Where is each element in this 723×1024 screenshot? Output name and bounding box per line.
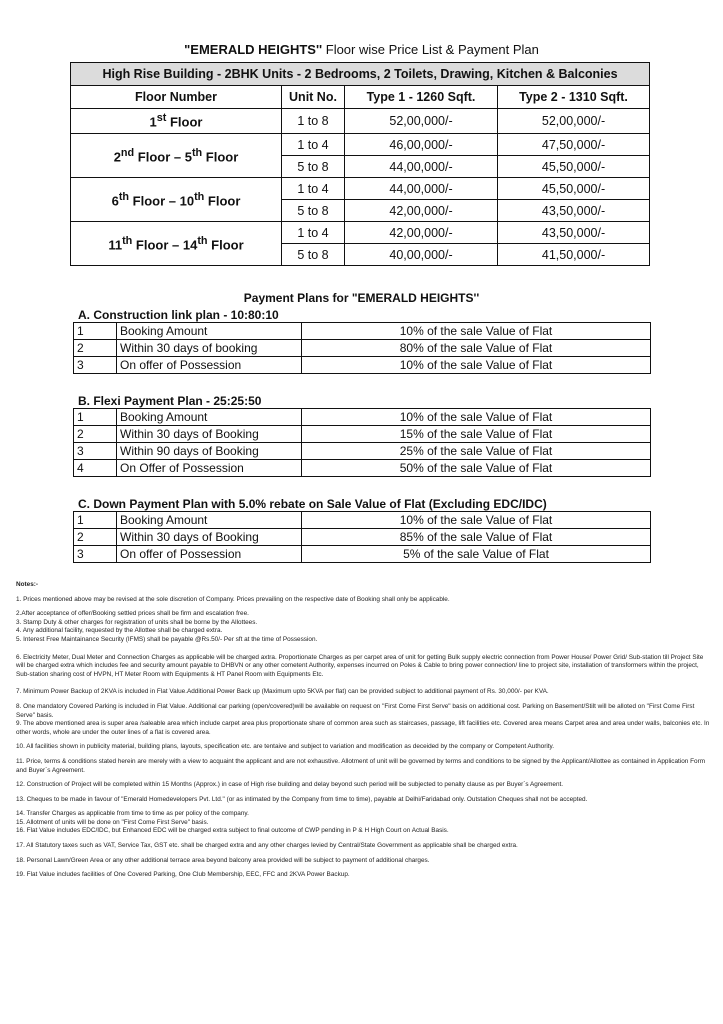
- plan-a-table: [73, 322, 651, 374]
- note-item: 8. One mandatory Covered Parking is included in Flat Value. Additional car parking (open/covered)will be available on request on "First Come First Serve" basis on additional cost. Parking on Basement/Stilt will be alloted on "First Come First Serve" basis.: [16, 702, 695, 719]
- price-table: [70, 62, 650, 266]
- note-item: 6. Electricity Meter, Dual Meter and Connection Charges as applicable will be charged axtra. Proportionate Charges as per carpet area of unit for getting Bulk supply electric connection from Power House/ Power Grid/ Sub-station till Project Site will be charged extra which includes fee and security amount payable to DHBVN or any other cometent Authority, expenses incurred on Poles & Cable to bring power connection/ line to project site, installation of transformers within the project, Sub-station sharing cost of HVPN, HT Meter Room with Equipments & HT Panel Room with Equipments Etc.: [16, 653, 704, 678]
- step-number: 3: [74, 357, 117, 374]
- type2-price: 45,50,000/-: [498, 178, 650, 200]
- step-number: 1: [74, 512, 117, 529]
- plan-b-heading: B. Flexi Payment Plan - 25:25:50: [78, 394, 262, 408]
- table-row: [74, 409, 651, 426]
- note-item: 14. Transfer Charges as applicable from time to time as per policy of the company.: [16, 810, 249, 818]
- table-row: [71, 178, 650, 200]
- step-amount: 10% of the sale Value of Flat: [302, 512, 651, 529]
- table-row: [74, 460, 651, 477]
- type1-price: 42,00,000/-: [345, 222, 498, 244]
- type1-price: 40,00,000/-: [345, 244, 498, 266]
- type2-price: 52,00,000/-: [498, 109, 650, 134]
- notes-heading: Notes:-: [16, 581, 39, 588]
- step-amount: 85% of the sale Value of Flat: [302, 529, 651, 546]
- floor-label: 6th Floor – 10th Floor: [71, 178, 282, 222]
- type2-price: 43,50,000/-: [498, 222, 650, 244]
- note-item: 3. Stamp Duty & other charges for registration of units shall be borne by the Allottees.: [16, 618, 258, 626]
- step-description: On offer of Possession: [117, 357, 302, 374]
- step-number: 2: [74, 529, 117, 546]
- step-number: 3: [74, 546, 117, 563]
- table-row: [74, 426, 651, 443]
- unit-range: 5 to 8: [282, 156, 345, 178]
- step-number: 1: [74, 409, 117, 426]
- header-type1: Type 1 - 1260 Sqft.: [345, 86, 498, 109]
- plan-a-heading: A. Construction link plan - 10:80:10: [78, 308, 279, 322]
- price-table-caption: High Rise Building - 2BHK Units - 2 Bedrooms, 2 Toilets, Drawing, Kitchen & Balconies: [71, 63, 650, 86]
- step-description: Within 30 days of Booking: [117, 529, 302, 546]
- type1-price: 46,00,000/-: [345, 134, 498, 156]
- step-amount: 80% of the sale Value of Flat: [302, 340, 651, 357]
- note-item: 9. The above mentioned area is super area /saleable area which include carpet area plus proportionate share of common area such as staircases, passage, lift facilities etc. Covered area means Carpet area and area under walls, balconies etc. In other words, whole are under the outer lines of a flat is covered area.: [16, 720, 710, 736]
- step-amount: 5% of the sale Value of Flat: [302, 546, 651, 563]
- type1-price: 42,00,000/-: [345, 200, 498, 222]
- plan-b-table: [73, 408, 651, 477]
- type1-price: 44,00,000/-: [345, 156, 498, 178]
- step-number: 2: [74, 340, 117, 357]
- table-row: [74, 512, 651, 529]
- step-description: Booking Amount: [117, 409, 302, 426]
- note-item: 2.After acceptance of offer/Booking settled prices shall be firm and escalation free.: [16, 610, 249, 618]
- step-amount: 10% of the sale Value of Flat: [302, 323, 651, 340]
- type2-price: 41,50,000/-: [498, 244, 650, 266]
- step-description: Within 30 days of booking: [117, 340, 302, 357]
- unit-range: 5 to 8: [282, 244, 345, 266]
- note-item: 19. Flat Value includes facilities of One Covered Parking, One Club Membership, EEC, FFC and 2KVA Power Backup.: [16, 871, 350, 879]
- note-item: 5. Interest Free Maintainance Security (IFMS) shall be payable @Rs.50/- Per sft at the time of Possession.: [16, 635, 318, 643]
- table-row: [74, 443, 651, 460]
- floor-label: 2nd Floor – 5th Floor: [71, 134, 282, 178]
- floor-label: 1st Floor: [71, 109, 282, 134]
- header-unit: Unit No.: [282, 86, 345, 109]
- note-item: 12. Construction of Project will be completed within 15 Months (Approx.) in case of High rise building and delay beyond such period will be subjected to penalty clause as per Buyer`s Agreement.: [16, 781, 564, 789]
- plan-c-table: [73, 511, 651, 563]
- step-number: 1: [74, 323, 117, 340]
- step-description: Booking Amount: [117, 323, 302, 340]
- note-item: 7. Minimum Power Backup of 2KVA is included in Flat Value.Additional Power Back up (Maximum upto 5KVA per flat) can be provided subject to additional payment of Rs. 30,000/- per KVA.: [16, 688, 549, 696]
- table-row: [74, 323, 651, 340]
- table-row: [74, 357, 651, 374]
- step-amount: 10% of the sale Value of Flat: [302, 409, 651, 426]
- unit-range: 1 to 4: [282, 134, 345, 156]
- table-row: [74, 546, 651, 563]
- step-description: Within 90 days of Booking: [117, 443, 302, 460]
- page-title: "EMERALD HEIGHTS'' Floor wise Price List & Payment Plan: [184, 42, 539, 57]
- step-description: Within 30 days of Booking: [117, 426, 302, 443]
- note-item: 17. All Statutory taxes such as VAT, Service Tax, GST etc. shall be charged extra and any other charges levied by Central/State Government as applicable shall be charged extra.: [16, 842, 518, 850]
- unit-range: 1 to 8: [282, 109, 345, 134]
- note-item: 4. Any additional facility, requested by the Allottee shall be charged extra.: [16, 627, 223, 635]
- type1-price: 44,00,000/-: [345, 178, 498, 200]
- unit-range: 1 to 4: [282, 178, 345, 200]
- table-row: [71, 109, 650, 134]
- payment-plans-title: Payment Plans for "EMERALD HEIGHTS'': [243, 291, 480, 305]
- type2-price: 47,50,000/-: [498, 134, 650, 156]
- note-item: 16. Flat Value includes EDC/IDC, but Enhanced EDC will be charged extra subject to final outcome of CWP pending in P & H High Court on Actual Basis.: [16, 827, 449, 835]
- note-item: 15. Allotment of units will be done on "First Come First Serve" basis.: [16, 818, 209, 826]
- note-item: 11. Price, terms & conditions stated herein are merely with a view to acquaint the applicant and are not exhaustive. Allotment of unit will be governed by terms and conditions to be signed by the Applicant/Allottee as contained in Application Form and Buyer`s Agreement.: [16, 757, 706, 774]
- table-row: [74, 340, 651, 357]
- step-amount: 10% of the sale Value of Flat: [302, 357, 651, 374]
- table-row: [71, 222, 650, 244]
- type2-price: 43,50,000/-: [498, 200, 650, 222]
- unit-range: 1 to 4: [282, 222, 345, 244]
- step-description: On Offer of Possession: [117, 460, 302, 477]
- type1-price: 52,00,000/-: [345, 109, 498, 134]
- note-item: 13. Cheques to be made in favour of "Emerald Homedevelopers Pvt. Ltd." (or as intimated by the Company from time to time), payable at Delhi/Faridabad only. Outstation Cheques shall not be accepted.: [16, 795, 588, 803]
- note-item: 1. Prices mentioned above may be revised at the sole discretion of Company. Prices prevailing on the respective date of Booking shall only be applicable.: [16, 595, 450, 603]
- note-item: 18. Personal Lawn/Green Area or any other additional terrace area beyond balcony area provided will be subject to payment of additional charges.: [16, 856, 430, 864]
- note-item: 10. All facilities shown in publicity material, building plans, layouts, specification etc. are tentaive and subject to variation and modification as deceided by the company or Competent Authority.: [16, 743, 555, 751]
- table-row: [71, 134, 650, 156]
- step-amount: 25% of the sale Value of Flat: [302, 443, 651, 460]
- type2-price: 45,50,000/-: [498, 156, 650, 178]
- floor-label: 11th Floor – 14th Floor: [71, 222, 282, 266]
- header-floor: Floor Number: [71, 86, 282, 109]
- step-description: On offer of Possession: [117, 546, 302, 563]
- header-type2: Type 2 - 1310 Sqft.: [498, 86, 650, 109]
- step-amount: 15% of the sale Value of Flat: [302, 426, 651, 443]
- step-description: Booking Amount: [117, 512, 302, 529]
- step-amount: 50% of the sale Value of Flat: [302, 460, 651, 477]
- table-row: [74, 529, 651, 546]
- step-number: 4: [74, 460, 117, 477]
- step-number: 2: [74, 426, 117, 443]
- plan-c-heading: C. Down Payment Plan with 5.0% rebate on Sale Value of Flat (Excluding EDC/IDC): [78, 497, 547, 511]
- step-number: 3: [74, 443, 117, 460]
- notes-section: [16, 581, 711, 880]
- unit-range: 5 to 8: [282, 200, 345, 222]
